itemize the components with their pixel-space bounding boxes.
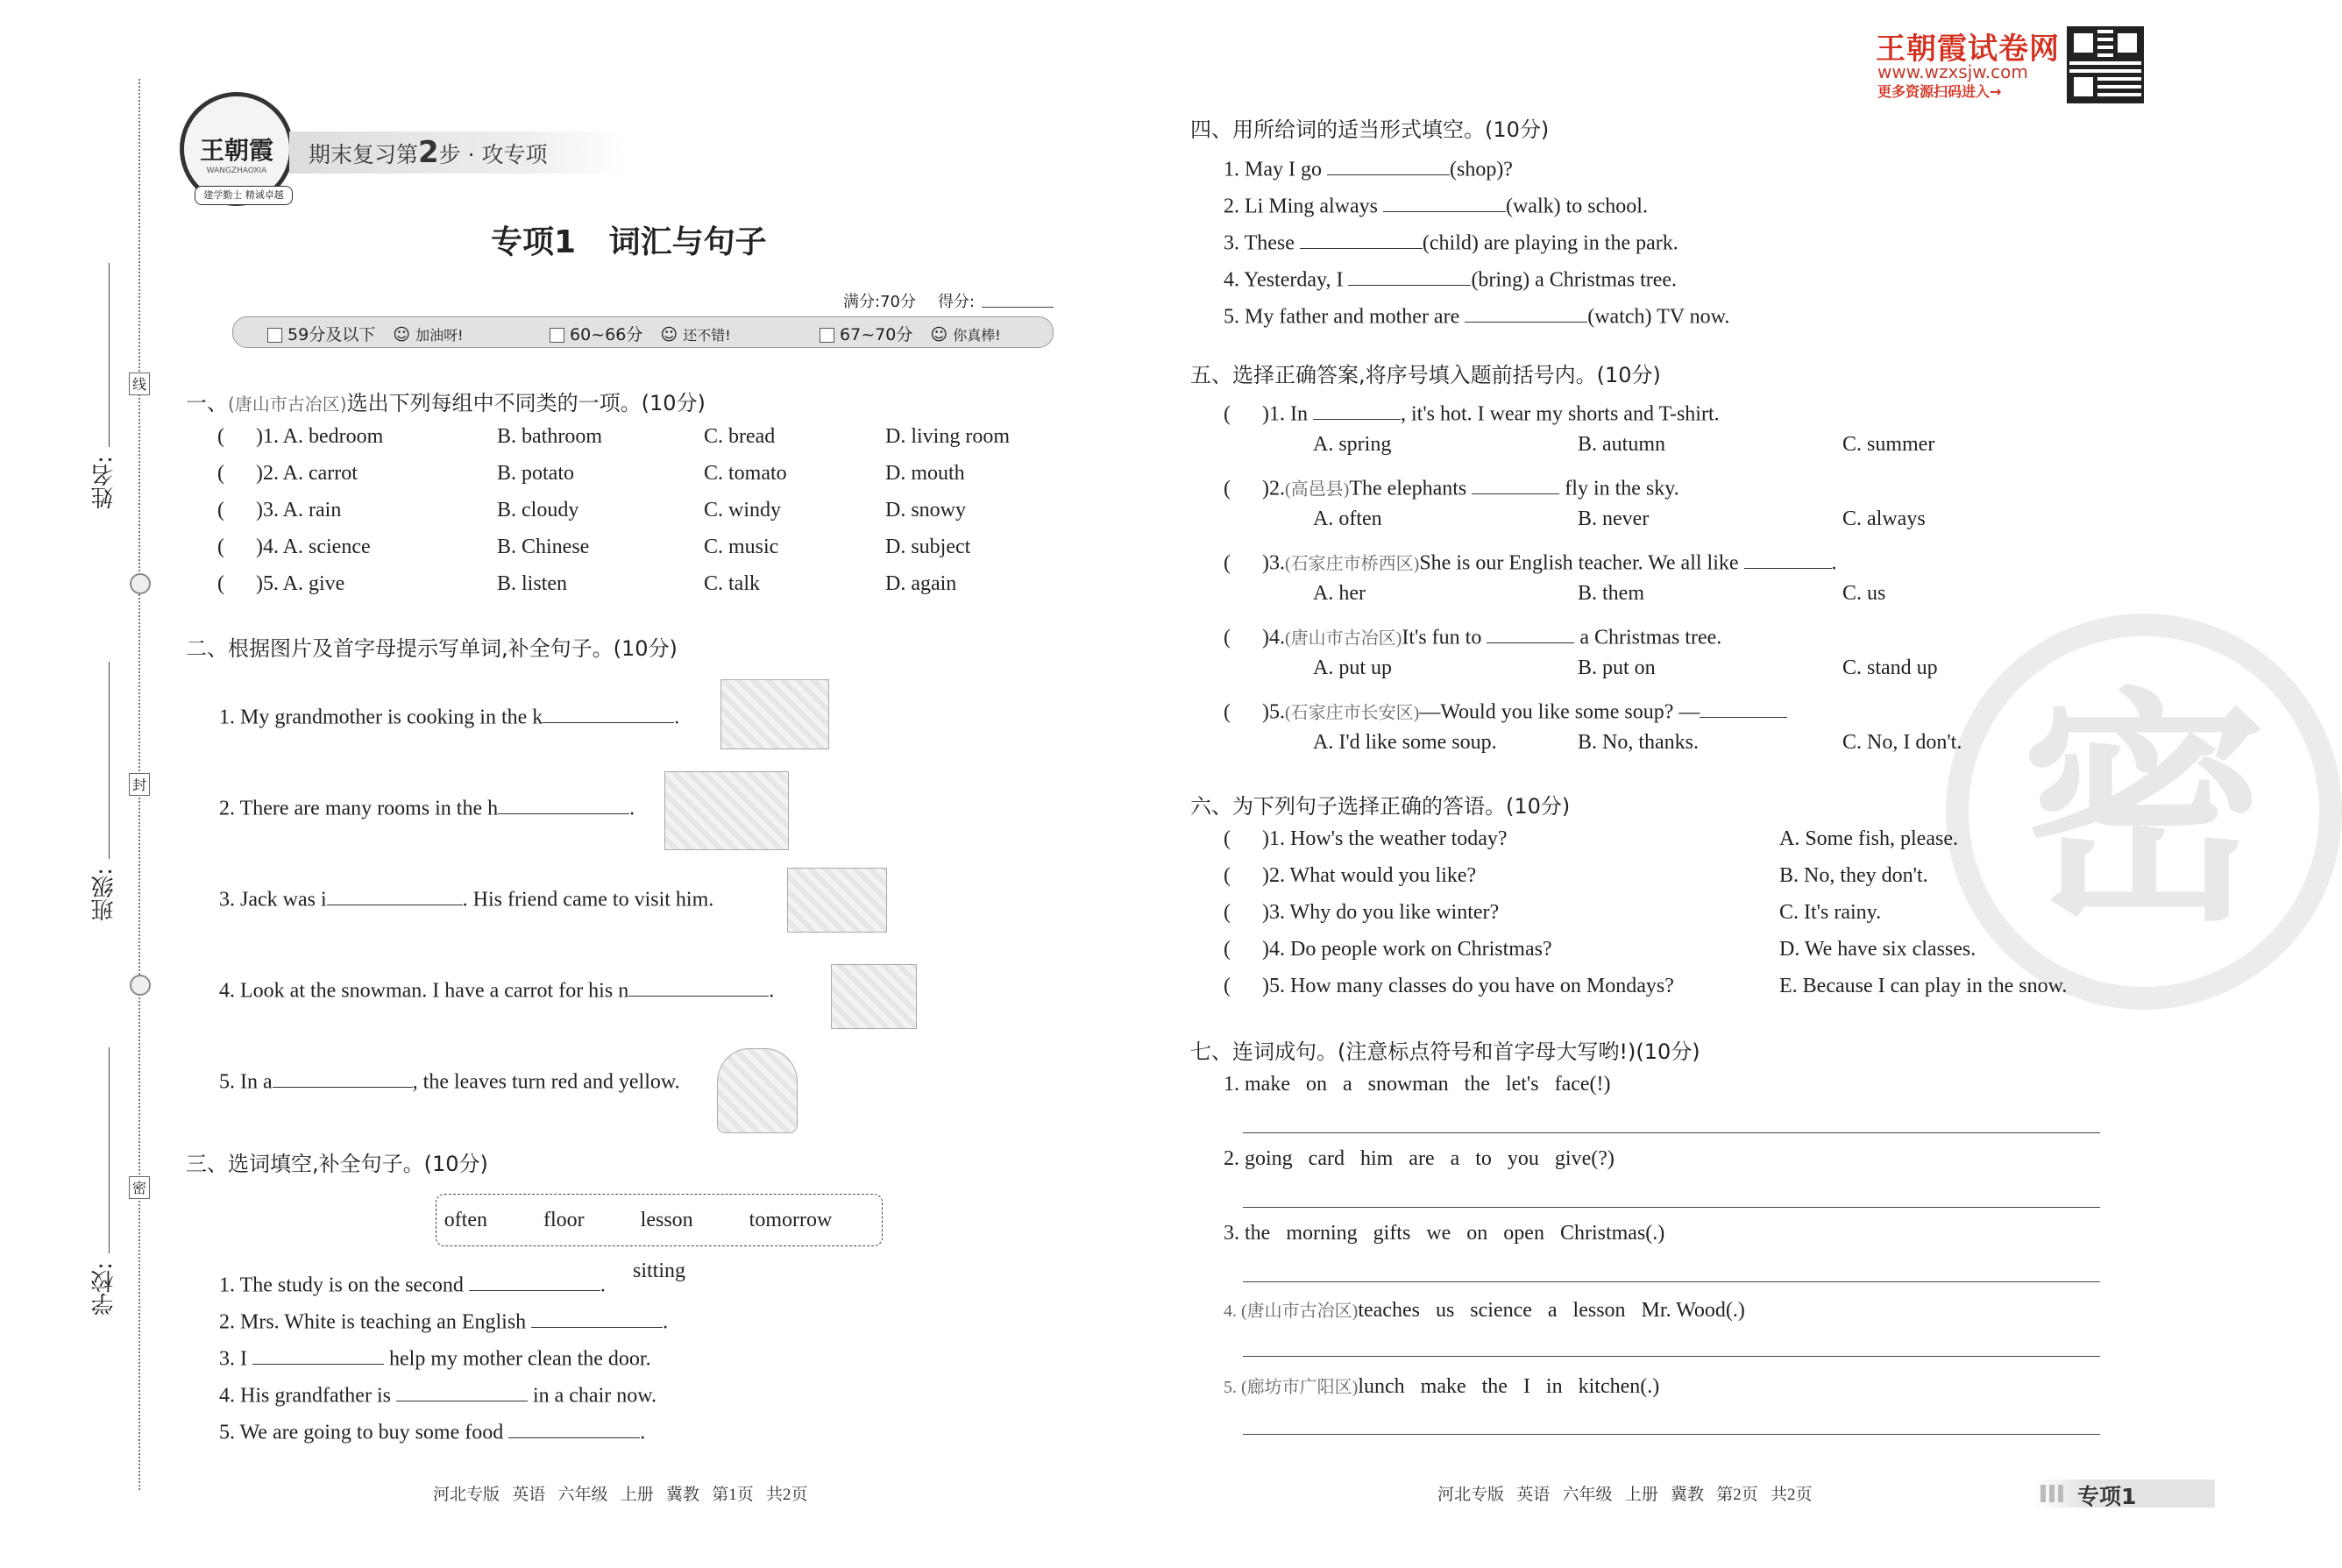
s7-item-text: teaches us science a lesson Mr. Wood(.) bbox=[1358, 1299, 1745, 1322]
s4-item-post: (child) are playing in the park. bbox=[1422, 231, 1678, 255]
s4-item bbox=[1224, 225, 1678, 255]
s5-item-region: (唐山市古冶区) bbox=[1285, 628, 1402, 649]
brand-logo-ring: WANGZHAOXIA bbox=[206, 167, 267, 175]
s5-item-num: )2. bbox=[1262, 477, 1285, 500]
s6-question-text: )1. How's the weather today? bbox=[1262, 827, 1508, 850]
score-level-comment: 加油呀! bbox=[415, 327, 464, 344]
header-tag-title: 期末复习第 bbox=[309, 142, 419, 167]
s5-option-c: C. summer bbox=[1842, 433, 1935, 456]
s2-item-pre: 5. In a bbox=[219, 1070, 273, 1094]
s5-item-region: (高邑县) bbox=[1285, 479, 1350, 500]
site-url: www.wzxsjw.com bbox=[1877, 61, 2028, 82]
s1-title bbox=[186, 386, 706, 416]
s1-item-d: D. mouth bbox=[885, 462, 965, 485]
binding-name-line bbox=[109, 263, 110, 447]
s1-item-c: C. bread bbox=[704, 425, 776, 448]
s2-item-pre: 4. Look at the snowman. I have a carrot for his n bbox=[219, 979, 629, 1003]
s1-item: ( )2. A. carrot bbox=[217, 462, 358, 485]
s5-option-b: B. them bbox=[1578, 582, 1644, 605]
score-level-2 bbox=[550, 322, 731, 345]
s1-title-text: 选出下列每组中不同类的一项。(10分) bbox=[346, 391, 706, 415]
s6-answer: E. Because I can play in the snow. bbox=[1779, 975, 2068, 997]
s5-option-a: A. put up bbox=[1313, 656, 1392, 679]
s7-item: 1. make on a snowman the let's face(!) bbox=[1224, 1073, 1611, 1096]
header-tag bbox=[289, 131, 624, 174]
s1-item-c: C. talk bbox=[704, 572, 760, 595]
s7-item bbox=[1224, 1373, 1659, 1399]
s3-item-post: in a chair now. bbox=[532, 1384, 657, 1408]
answer-blank[interactable] bbox=[628, 973, 769, 997]
score-level-1 bbox=[267, 322, 464, 345]
s4-item-post: (walk) to school. bbox=[1505, 195, 1648, 218]
s1-item-b: B. listen bbox=[497, 572, 568, 595]
answer-blank[interactable] bbox=[498, 791, 629, 814]
s5-item-num: )5. bbox=[1262, 700, 1285, 724]
s2-item-post: , the leaves turn red and yellow. bbox=[412, 1070, 680, 1094]
answer-line[interactable] bbox=[1243, 1281, 2100, 1282]
footer-tag-dots-icon bbox=[2040, 1485, 2065, 1502]
s4-item-post: (shop)? bbox=[1449, 158, 1513, 181]
s1-item-b: B. bathroom bbox=[497, 425, 602, 448]
brand-logo-text: 王朝霞 bbox=[199, 136, 273, 165]
snowman-picture bbox=[831, 964, 917, 1029]
answer-blank[interactable] bbox=[273, 1064, 413, 1088]
answer-blank[interactable] bbox=[1383, 188, 1506, 212]
answer-blank[interactable] bbox=[1487, 620, 1574, 643]
s3-item-post: . bbox=[663, 1310, 669, 1334]
s2-item-post: . bbox=[674, 706, 680, 729]
s1-item-b: B. potato bbox=[497, 462, 574, 485]
s5-item: ( )3.(石家庄市桥西区)She is our English teacher. We all like . bbox=[1224, 545, 1837, 575]
s4-item-post: (watch) TV now. bbox=[1587, 305, 1730, 329]
answer-blank[interactable] bbox=[396, 1378, 528, 1401]
s1-item-a: )2. A. carrot bbox=[256, 462, 358, 485]
s2-item-pre: 2. There are many rooms in the h bbox=[219, 797, 499, 820]
s1-item-d: D. living room bbox=[885, 425, 1010, 448]
footer-right: 河北专版 英语 六年级 上册 冀教 第2页 共2页 bbox=[1437, 1486, 1813, 1504]
s3-item-pre: 3. I bbox=[219, 1347, 247, 1371]
s1-region: (唐山市古冶区) bbox=[228, 394, 347, 415]
s1-item-a: )5. A. give bbox=[256, 572, 345, 595]
s3-item-pre: 4. His grandfather is bbox=[219, 1384, 391, 1408]
s1-item-a: )4. A. science bbox=[256, 536, 371, 558]
s5-item-pre: —Would you like some soup? — bbox=[1419, 700, 1700, 724]
footer-left: 河北专版 英语 六年级 上册 冀教 第1页 共2页 bbox=[433, 1486, 808, 1504]
s7-item-text: lunch make the I in kitchen(.) bbox=[1358, 1375, 1660, 1398]
s1-item-a: )1. A. bedroom bbox=[256, 425, 384, 448]
s6-answer: A. Some fish, please. bbox=[1779, 827, 1958, 850]
s7-item: 2. going card him are a to you give(?) bbox=[1224, 1147, 1615, 1170]
s3-item-post: . bbox=[640, 1421, 646, 1444]
s5-title: 五、选择正确答案,将序号填入题前括号内。(10分) bbox=[1190, 363, 1661, 387]
s1-item-d: D. snowy bbox=[885, 499, 967, 521]
answer-blank[interactable] bbox=[327, 882, 463, 905]
word-bank bbox=[436, 1194, 883, 1282]
s6-answer: B. No, they don't. bbox=[1779, 864, 1928, 887]
word-bank-word: lesson bbox=[640, 1209, 693, 1231]
answer-blank[interactable] bbox=[1700, 694, 1787, 718]
s7-item: 3. the morning gifts we on open Christmas(.) bbox=[1224, 1222, 1665, 1245]
s1-item-c: C. windy bbox=[704, 499, 782, 521]
binding-school-label: 学校: bbox=[91, 1262, 117, 1316]
checkbox-icon[interactable] bbox=[267, 328, 282, 343]
answer-blank[interactable] bbox=[1744, 545, 1832, 569]
checkbox-icon[interactable] bbox=[820, 328, 834, 343]
s3-item-pre: 1. The study is on the second bbox=[219, 1274, 464, 1297]
s6-answer: D. We have six classes. bbox=[1779, 938, 1977, 961]
s5-option-a: A. spring bbox=[1313, 433, 1392, 456]
answer-blank[interactable] bbox=[508, 1415, 640, 1438]
s1-item: ( )5. A. give bbox=[217, 572, 345, 595]
s7-item bbox=[1224, 1296, 1745, 1323]
header-tag-rest: 步 · 攻专项 bbox=[438, 142, 548, 167]
word-bank-word: tomorrow bbox=[749, 1209, 833, 1231]
binding-class-label: 班级: bbox=[91, 868, 117, 921]
s6-answer: C. It's rainy. bbox=[1779, 901, 1882, 924]
s2-item bbox=[219, 791, 635, 820]
s5-item: ( )5.(石家庄市长安区)—Would you like some soup? — bbox=[1224, 694, 1787, 724]
s7-title: 七、连词成句。(注意标点符号和首字母大写哟!)(10分) bbox=[1190, 1039, 1700, 1064]
binding-name-label: 姓名: bbox=[91, 456, 117, 509]
watermark-seal bbox=[1946, 614, 2342, 1010]
checkbox-icon[interactable] bbox=[550, 328, 564, 343]
s5-item-pre: It's fun to bbox=[1402, 626, 1482, 649]
binding-hole-icon bbox=[130, 975, 151, 996]
s6-question: ( )4. Do people work on Christmas? bbox=[1224, 938, 1552, 961]
s5-item-post: fly in the sky. bbox=[1565, 477, 1679, 500]
s4-item-pre: 4. Yesterday, I bbox=[1224, 268, 1344, 292]
footer-tag: 专项1 bbox=[2077, 1484, 2137, 1509]
house-picture bbox=[664, 771, 789, 850]
answer-line[interactable] bbox=[1243, 1207, 2100, 1208]
answer-blank[interactable] bbox=[543, 699, 674, 723]
answer-blank[interactable] bbox=[252, 1341, 384, 1365]
s4-item-pre: 2. Li Ming always bbox=[1224, 195, 1378, 218]
s5-option-c: C. stand up bbox=[1842, 656, 1938, 679]
s1-item-a: )3. A. rain bbox=[256, 499, 342, 521]
s1-item-c: C. music bbox=[704, 536, 779, 558]
score-got-line bbox=[982, 307, 1054, 308]
s6-question: ( )3. Why do you like winter? bbox=[1224, 901, 1500, 924]
answer-blank[interactable] bbox=[531, 1304, 663, 1328]
s3-item bbox=[219, 1304, 668, 1334]
s1-item-d: D. again bbox=[885, 572, 957, 595]
s2-item bbox=[219, 973, 774, 1003]
score-got: 得分: bbox=[938, 293, 976, 311]
s5-item: ( )1. In , it's hot. I wear my shorts and T-shirt. bbox=[1224, 396, 1720, 426]
s2-item-post: . bbox=[629, 797, 635, 820]
s5-option-c: C. No, I don't. bbox=[1842, 731, 1962, 754]
s5-item: ( )2.(高邑县)The elephants fly in the sky. bbox=[1224, 471, 1679, 500]
s5-option-b: B. autumn bbox=[1578, 433, 1665, 456]
s2-item-post: . His friend came to visit him. bbox=[462, 888, 714, 912]
word-bank-word: floor bbox=[543, 1209, 585, 1231]
smiley-icon: ☺ bbox=[930, 325, 948, 344]
score-level-range: 60~66分 bbox=[570, 325, 643, 344]
site-name: 王朝霞试卷网 bbox=[1876, 32, 2060, 67]
s4-item-post: (bring) a Christmas tree. bbox=[1471, 268, 1678, 292]
s5-item-post: a Christmas tree. bbox=[1579, 626, 1722, 649]
watermark-text: 密 bbox=[2021, 669, 2267, 954]
s4-item-pre: 5. My father and mother are bbox=[1224, 305, 1460, 329]
s5-item-pre: In bbox=[1290, 402, 1308, 426]
qr-code-icon bbox=[2067, 26, 2144, 103]
score-full: 满分:70分 bbox=[843, 293, 916, 311]
s4-item-pre: 3. These bbox=[1224, 231, 1295, 255]
s5-item-post: . bbox=[1831, 551, 1837, 575]
header-tag-step: 2 bbox=[418, 135, 439, 170]
s5-option-a: A. often bbox=[1313, 507, 1382, 530]
s7-item-region: 5. (廊坊市广阳区) bbox=[1224, 1378, 1359, 1397]
s2-item-pre: 1. My grandmother is cooking in the k bbox=[219, 706, 543, 729]
s6-question: ( )2. What would you like? bbox=[1224, 864, 1477, 887]
s6-question: ( )5. How many classes do you have on Mondays? bbox=[1224, 975, 1674, 997]
binding-seal-1: 线 bbox=[129, 372, 150, 395]
s1-item-c: C. tomato bbox=[704, 462, 787, 485]
score-level-3 bbox=[820, 322, 1001, 345]
s3-item-post: . bbox=[600, 1274, 606, 1297]
s2-item-post: . bbox=[769, 979, 775, 1003]
s4-title: 四、用所给词的适当形式填空。(10分) bbox=[1190, 117, 1550, 142]
answer-blank[interactable] bbox=[1300, 225, 1423, 249]
s1-item: ( )4. A. science bbox=[217, 536, 371, 558]
score-level-comment: 你真棒! bbox=[953, 327, 1001, 344]
s6-question-text: )4. Do people work on Christmas? bbox=[1262, 938, 1552, 961]
s4-item bbox=[1224, 262, 1677, 292]
s5-option-c: C. us bbox=[1842, 582, 1886, 605]
binding-seal-2: 封 bbox=[129, 773, 150, 796]
score-level-comment: 还不错! bbox=[683, 327, 731, 344]
binding-class-line bbox=[109, 662, 110, 859]
binding-hole-icon bbox=[130, 573, 151, 594]
s5-item-region: (石家庄市桥西区) bbox=[1285, 554, 1420, 574]
s3-item bbox=[219, 1415, 645, 1444]
page-title: 专项1 词汇与句子 bbox=[491, 224, 767, 260]
answer-blank[interactable] bbox=[1348, 262, 1471, 286]
s5-item-pre: She is our English teacher. We all like bbox=[1419, 551, 1739, 575]
s2-item bbox=[219, 1064, 680, 1094]
s6-question-text: )3. Why do you like winter? bbox=[1262, 901, 1500, 924]
s5-item-post: , it's hot. I wear my shorts and T-shirt. bbox=[1401, 402, 1720, 426]
s6-title: 六、为下列句子选择正确的答语。(10分) bbox=[1190, 794, 1571, 819]
sick-boy-picture bbox=[787, 868, 887, 933]
answer-line[interactable] bbox=[1243, 1356, 2100, 1357]
s3-item bbox=[219, 1341, 651, 1371]
s7-item-region: 4. (唐山市古冶区) bbox=[1224, 1302, 1359, 1321]
answer-blank[interactable] bbox=[1327, 152, 1450, 175]
s5-item: ( )4.(唐山市古冶区)It's fun to a Christmas tree. bbox=[1224, 620, 1721, 649]
binding-school-line bbox=[109, 1047, 110, 1253]
word-bank-word: sitting bbox=[632, 1259, 685, 1282]
answer-line[interactable] bbox=[1243, 1132, 2100, 1133]
s5-item-pre: The elephants bbox=[1349, 477, 1467, 500]
s2-item bbox=[219, 882, 713, 912]
s5-option-b: B. never bbox=[1578, 507, 1650, 530]
s4-item bbox=[1224, 299, 1729, 329]
s4-item bbox=[1224, 152, 1513, 181]
s6-question-text: )2. What would you like? bbox=[1262, 864, 1477, 887]
s1-item: ( )1. A. bedroom bbox=[217, 425, 384, 448]
s3-title: 三、选词填空,补全句子。(10分) bbox=[186, 1152, 488, 1176]
s5-item-region: (石家庄市长安区) bbox=[1285, 703, 1420, 723]
s6-question: ( )1. How's the weather today? bbox=[1224, 827, 1508, 850]
s5-item-num: )1. bbox=[1262, 402, 1285, 426]
score-level-range: 59分及以下 bbox=[287, 325, 376, 344]
s5-item-num: )3. bbox=[1262, 551, 1285, 575]
s3-item bbox=[219, 1267, 606, 1297]
s3-item bbox=[219, 1378, 656, 1408]
s5-option-b: B. No, thanks. bbox=[1578, 731, 1699, 754]
s2-title: 二、根据图片及首字母提示写单词,补全句子。(10分) bbox=[186, 636, 678, 661]
answer-line[interactable] bbox=[1243, 1434, 2100, 1435]
s6-question-text: )5. How many classes do you have on Mondays? bbox=[1262, 975, 1674, 997]
answer-blank[interactable] bbox=[469, 1267, 600, 1291]
s5-item-num: )4. bbox=[1262, 626, 1285, 649]
s4-item bbox=[1224, 188, 1648, 218]
answer-blank[interactable] bbox=[1313, 396, 1401, 420]
kitchen-picture bbox=[720, 679, 829, 749]
word-bank-word: often bbox=[444, 1209, 487, 1231]
answer-blank[interactable] bbox=[1465, 299, 1587, 323]
s5-option-c: C. always bbox=[1842, 507, 1926, 530]
binding-seal-3: 密 bbox=[129, 1176, 150, 1199]
s5-option-a: A. I'd like some soup. bbox=[1313, 731, 1497, 754]
s2-item-pre: 3. Jack was i bbox=[219, 888, 327, 912]
answer-blank[interactable] bbox=[1472, 471, 1559, 494]
s5-option-a: A. her bbox=[1313, 582, 1366, 605]
smiley-icon: ☺ bbox=[660, 325, 678, 344]
s4-item-pre: 1. May I go bbox=[1224, 158, 1322, 181]
brand-logo-ribbon: 建学勤士 精诚卓越 bbox=[195, 186, 293, 205]
smiley-icon: ☺ bbox=[393, 325, 411, 344]
s3-item-pre: 2. Mrs. White is teaching an English bbox=[219, 1310, 527, 1334]
s1-title-pre: 一、 bbox=[186, 391, 228, 415]
s1-item: ( )3. A. rain bbox=[217, 499, 342, 521]
score-level-range: 67~70分 bbox=[840, 325, 913, 344]
s1-item-b: B. Chinese bbox=[497, 536, 590, 558]
s5-option-b: B. put on bbox=[1578, 656, 1656, 679]
site-more: 更多资源扫码进入→ bbox=[1877, 83, 2002, 100]
s3-item-post: help my mother clean the door. bbox=[389, 1347, 651, 1371]
s2-item bbox=[219, 699, 679, 729]
s1-item-b: B. cloudy bbox=[497, 499, 579, 521]
s1-item-d: D. subject bbox=[885, 536, 971, 558]
s3-item-pre: 5. We are going to buy some food bbox=[219, 1421, 504, 1444]
autumn-tree-picture bbox=[717, 1048, 798, 1133]
